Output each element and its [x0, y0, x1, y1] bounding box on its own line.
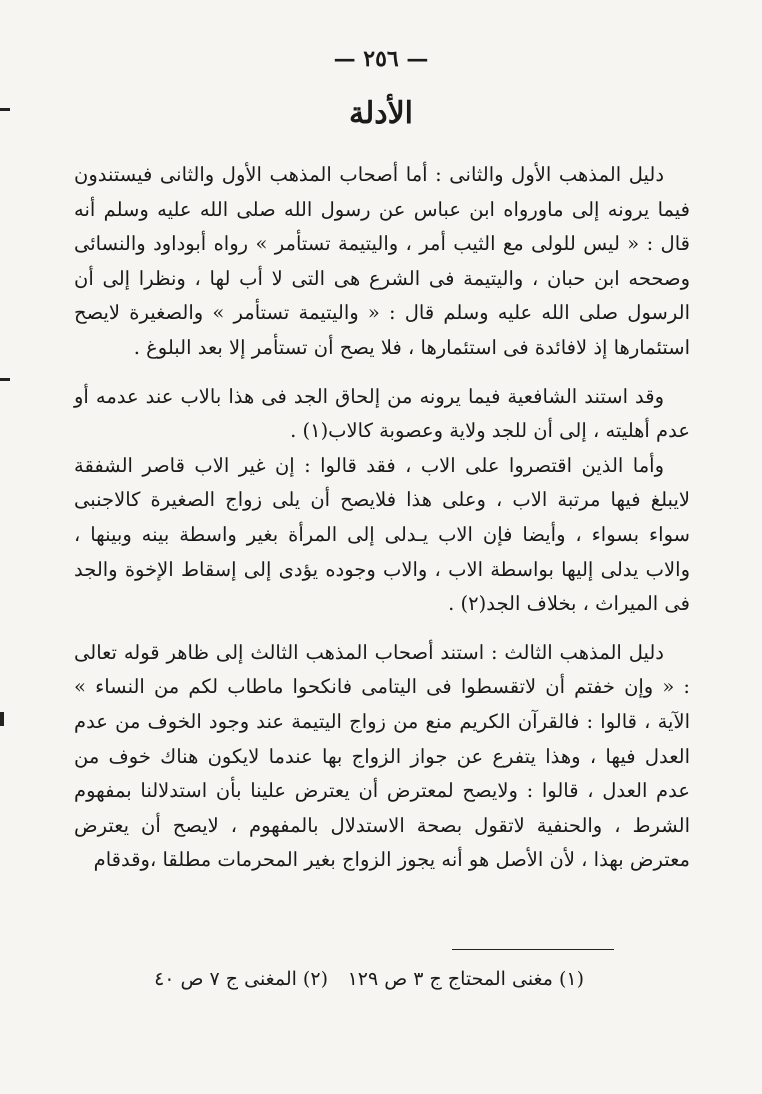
- footnote-2: (٢) المغنى ج ٧ ص ٤٠: [154, 968, 328, 990]
- footnote-1: (١) مغنى المحتاج ج ٣ ص ١٢٩: [347, 968, 584, 990]
- paragraph-evidence-third: دليل المذهب الثالث : استند أصحاب المذهب الثالث إلى ظاهر قوله تعالى : « وإن خفتم أن لاتقسطوا فى اليتامى فانكحوا ماطاب لكم من النساء » الآية ، قالوا : فالقرآن الكريم منع من زواج اليتيمة عند وجود الخوف من عدم العدل فيها ، وهذا يتفرع عن جواز الزواج بها عندما لايكون هناك خوف من عدم العدل ، قالوا : ولايصح لمعترض أن يعترض علينا بأن استدلالنا بمفهوم الشرط ، والحنفية لاتقول بصحة الاستدلال بالمفهوم ، لايصح أن يعترض معترض بهذا ، لأن الأصل هو أنه يجوز الزواج بغير المحرمات مطلقا ،وقدقام: [74, 640, 690, 872]
- paragraph-father-only: وأما الذين اقتصروا على الاب ، فقد قالوا : إن غير الاب قاصر الشفقة لايبلغ فيها مرتبة الاب ، وعلى هذا فلايصح أن يلى زواج الصغيرة كالاجنبى سواء بسواء ، وأيضا فإن الاب يـدلى إلى المرأة بغير واسطة بينه وبينها ، والاب يدلى إليها بواسطة الاب ، والاب وجوده يؤدى إلى إسقاط الإخوة والجد فى الميراث ، بخلاف الجد(٢) .: [74, 453, 690, 616]
- margin-mark: [0, 712, 4, 726]
- paragraph-evidence-first-second: دليل المذهب الأول والثانى : أما أصحاب المذهب الأول والثانى فيستندون فيما يرونه إلى ماورواه ابن عباس عن رسول الله صلى الله عليه وسلم أنه قال : « ليس للولى مع الثيب أمر ، واليتيمة تستأمر » رواه أبوداود والنسائى وصححه ابن حبان ، واليتيمة فى الشرع هى التى لا أب لها ، ونظرا إلى أن الرسول صلى الله عليه وسلم قال : « واليتيمة تستأمر » والصغيرة لايصح استئمارها إذ لافائدة فى استئمارها ، فلا يصح أن تستأمر إلا بعد البلوغ .: [74, 163, 690, 359]
- body-text: [74, 158, 690, 878]
- section-heading: الأدلة: [348, 96, 414, 131]
- page-number: — ٢٥٦ —: [333, 46, 429, 72]
- margin-mark: [0, 378, 10, 381]
- footnote-divider: [452, 949, 614, 950]
- paragraph-shafii-grandfather: وقد استند الشافعية فيما يرونه من إلحاق الجد فى هذا بالاب عند عدمه أو عدم أهليته ، إلى أن للجد ولاية وعصوبة كالاب(١) .: [74, 384, 690, 443]
